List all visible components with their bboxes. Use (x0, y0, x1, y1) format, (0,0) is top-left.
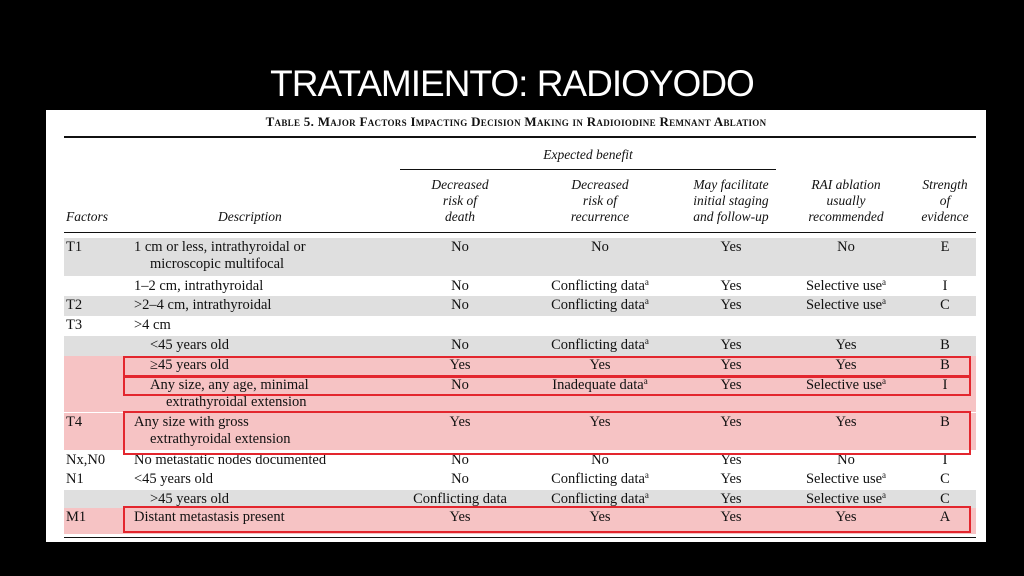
death-cell: No (451, 297, 469, 313)
factor-cell: T4 (66, 414, 83, 430)
staging-header: May facilitate initial staging and follow-up (693, 177, 769, 224)
description-cell: Distant metastasis present (134, 509, 285, 525)
recurrence-cell: Conflicting data$^a$ (551, 277, 649, 294)
strength-cell: C (940, 491, 950, 507)
factor-cell: T3 (66, 317, 83, 333)
expected-benefit-header: Expected benefit (543, 147, 633, 162)
description-cell: <45 years old (150, 337, 230, 353)
highlight-box (123, 506, 971, 533)
footnote-mark: a (644, 470, 649, 480)
staging-cell: Yes (720, 297, 742, 313)
death-cell: Yes (449, 509, 471, 525)
description-cell-continued: extrathyroidal extension (150, 431, 291, 447)
death-cell: No (451, 471, 469, 487)
staging-cell: Yes (720, 278, 742, 294)
strength-cell: I (942, 377, 948, 393)
rai-header: RAI ablation usually recommended (808, 177, 884, 224)
slide-title: TRATAMIENTO: RADIOYODO (270, 63, 754, 104)
strength-cell: C (940, 297, 950, 313)
strength-cell: E (940, 239, 950, 255)
description-cell-continued: extrathyroidal extension (166, 394, 307, 410)
footnote-mark: a (644, 490, 649, 500)
staging-cell: Yes (720, 377, 742, 393)
description-cell: Any size, any age, minimal (150, 377, 309, 393)
footnote-mark: a (882, 376, 887, 386)
factors-header: Factors (66, 209, 108, 224)
recurrence-cell: No (591, 452, 609, 468)
footnote-mark: a (882, 470, 887, 480)
staging-cell: Yes (720, 337, 742, 353)
table-top-rule (64, 136, 976, 138)
description-cell: >2–4 cm, intrathyroidal (134, 297, 272, 313)
description-cell: >45 years old (150, 491, 230, 507)
strength-cell: C (940, 471, 950, 487)
staging-cell: Yes (720, 414, 742, 430)
description-cell: >4 cm (134, 317, 171, 333)
recurrence-cell: Yes (589, 357, 611, 373)
rai-cell: Selective use$^a$ (805, 470, 887, 487)
description-cell: <45 years old (134, 471, 214, 487)
staging-cell: Yes (720, 491, 742, 507)
rai-cell: Selective use$^a$ (805, 296, 887, 313)
description-cell-continued: microscopic multifocal (150, 256, 285, 272)
strength-cell: B (940, 357, 950, 373)
recurrence-cell: Conflicting data$^a$ (551, 490, 649, 507)
highlight-box (123, 376, 971, 396)
factor-cell: T2 (66, 297, 83, 313)
recurrence-cell: Conflicting data$^a$ (551, 336, 649, 353)
death-cell: Yes (449, 357, 471, 373)
description-cell: Any size with gross (134, 414, 249, 430)
rai-cell: Yes (835, 509, 857, 525)
death-cell: Conflicting data (413, 491, 507, 507)
footnote-mark: a (643, 376, 648, 386)
recurrence-cell: Inadequate data$^a$ (552, 376, 648, 393)
description-cell: No metastatic nodes documented (134, 452, 327, 468)
description-cell: ≥45 years old (150, 357, 229, 373)
strength-cell: B (940, 337, 950, 353)
strength-cell: A (939, 509, 951, 525)
strength-cell: I (942, 452, 948, 468)
rai-cell: No (837, 239, 855, 255)
table-image (46, 110, 986, 542)
recurrence-cell: Yes (589, 414, 611, 430)
footnote-mark: a (882, 490, 887, 500)
table-caption: Table 5. Major Factors Impacting Decision Making in Radioiodine Remnant Ablation (265, 114, 767, 129)
death-header: Decreased risk of death (431, 177, 489, 224)
footnote-mark: a (882, 296, 887, 306)
rai-cell: Selective use$^a$ (805, 277, 887, 294)
footnote-mark: a (644, 336, 649, 346)
staging-cell: Yes (720, 509, 742, 525)
description-header: Description (218, 209, 282, 224)
highlight-box (123, 411, 971, 455)
description-cell: 1 cm or less, intrathyroidal or (134, 239, 306, 255)
highlight-box (123, 356, 971, 377)
table-bottom-rule (64, 537, 976, 538)
recurrence-header: Decreased risk of recurrence (570, 177, 630, 224)
footnote-mark: a (644, 296, 649, 306)
rai-cell: No (837, 452, 855, 468)
death-cell: No (451, 337, 469, 353)
factor-cell: M1 (66, 509, 87, 525)
header-rule (64, 232, 976, 233)
factor-cell: N1 (66, 471, 84, 487)
footnote-mark: a (882, 277, 887, 287)
recurrence-cell: Conflicting data$^a$ (551, 296, 649, 313)
death-cell: Yes (449, 414, 471, 430)
rai-cell: Yes (835, 337, 857, 353)
rai-cell: Yes (835, 414, 857, 430)
factor-cell: Nx,N0 (66, 452, 106, 468)
strength-cell: I (942, 278, 948, 294)
recurrence-cell: Conflicting data$^a$ (551, 470, 649, 487)
description-cell: 1–2 cm, intrathyroidal (134, 278, 264, 294)
death-cell: No (451, 278, 469, 294)
staging-cell: Yes (720, 239, 742, 255)
rai-cell: Selective use$^a$ (805, 376, 887, 393)
staging-cell: Yes (720, 452, 742, 468)
recurrence-cell: Yes (589, 509, 611, 525)
expected-benefit-rule (400, 169, 776, 170)
strength-cell: B (940, 414, 950, 430)
death-cell: No (451, 239, 469, 255)
staging-cell: Yes (720, 471, 742, 487)
staging-cell: Yes (720, 357, 742, 373)
death-cell: No (451, 452, 469, 468)
rai-cell: Selective use$^a$ (805, 490, 887, 507)
footnote-mark: a (644, 277, 649, 287)
factor-cell: T1 (66, 239, 83, 255)
recurrence-cell: No (591, 239, 609, 255)
strength-header: Strength of evidence (921, 177, 969, 224)
death-cell: No (451, 377, 469, 393)
rai-cell: Yes (835, 357, 857, 373)
